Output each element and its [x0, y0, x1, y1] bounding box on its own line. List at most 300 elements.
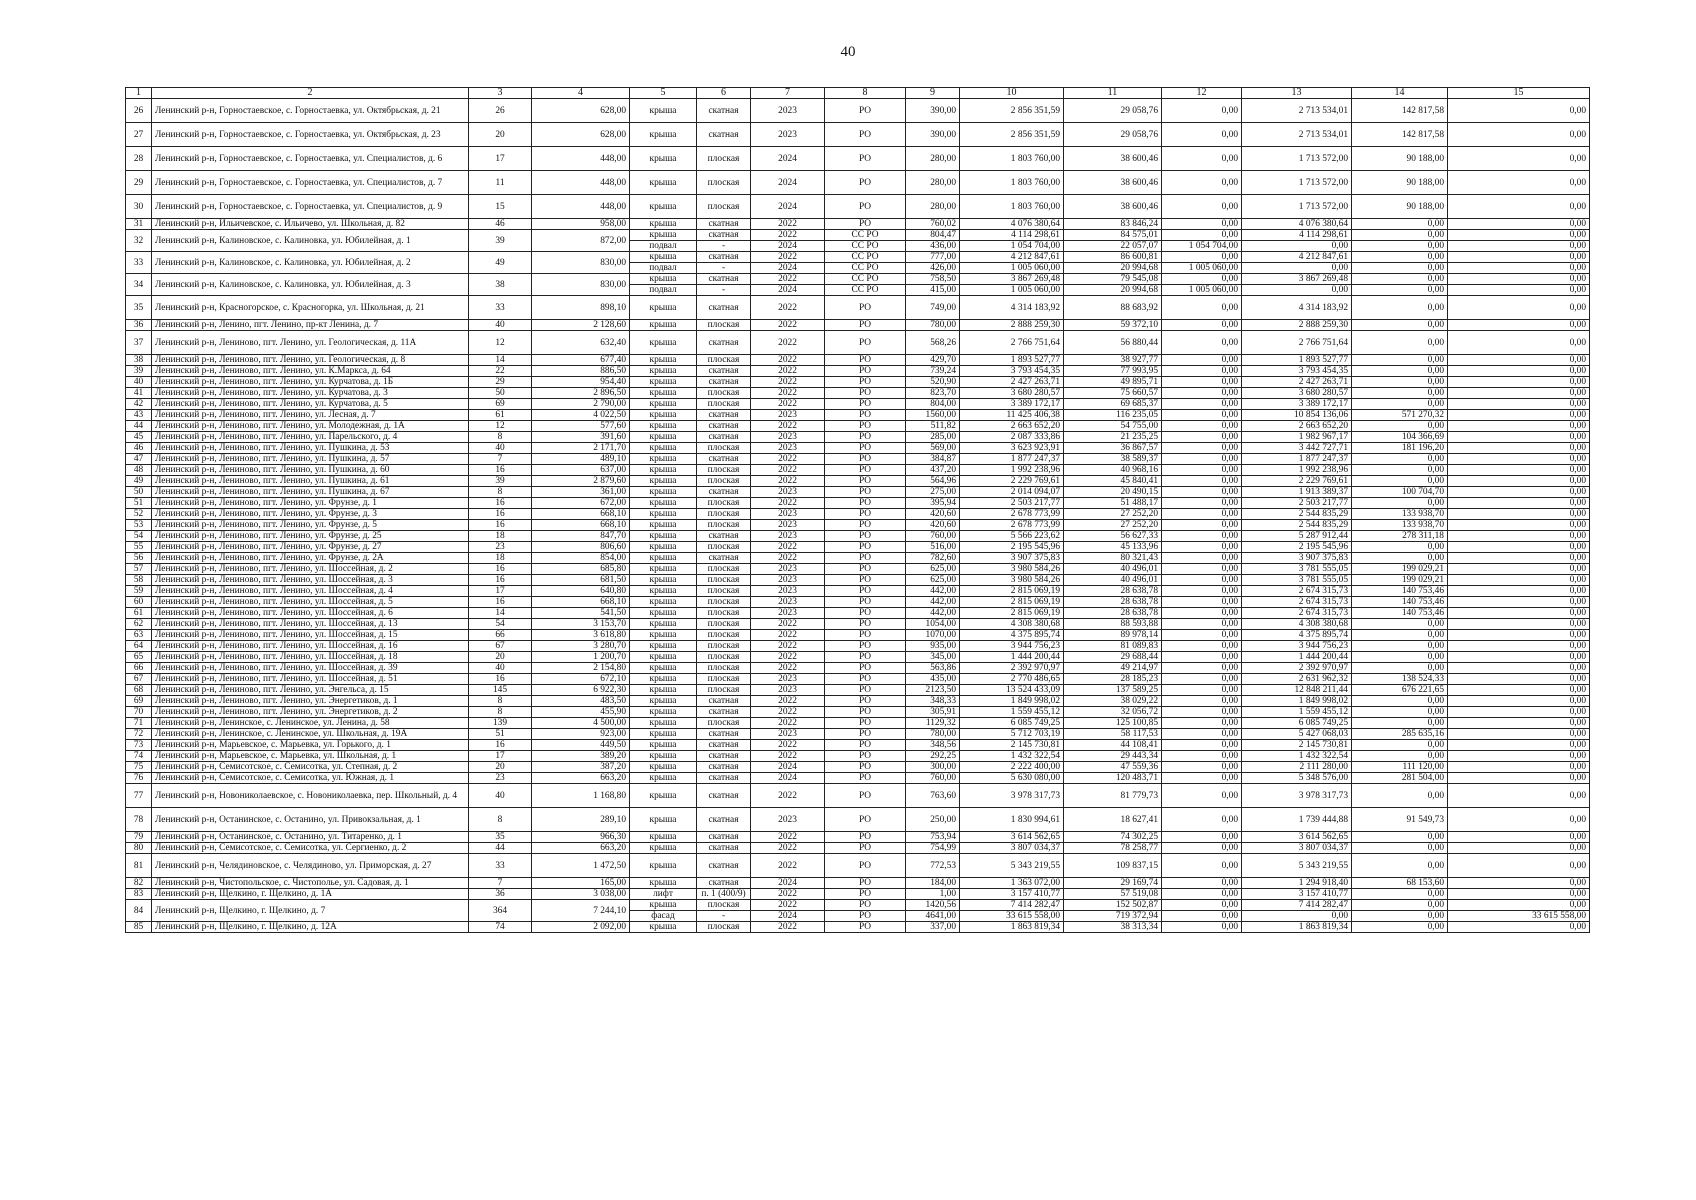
row-number: 38: [126, 355, 152, 366]
data-cell: 0,00: [1352, 696, 1448, 707]
data-cell: крыша: [630, 808, 697, 832]
data-cell: РО: [825, 171, 906, 195]
data-cell: крыша: [630, 498, 697, 509]
data-cell: 45 133,96: [1064, 542, 1162, 553]
data-cell: 2022: [751, 219, 825, 230]
data-cell: 0,00: [1448, 285, 1590, 296]
apartments-cell: 26: [469, 99, 532, 123]
data-cell: крыша: [630, 663, 697, 674]
data-cell: 6 085 749,25: [960, 718, 1064, 729]
data-cell: 2 631 962,32: [1242, 674, 1352, 685]
data-cell: 0,00: [1448, 718, 1590, 729]
data-cell: 0,00: [1448, 331, 1590, 355]
data-cell: 38 600,46: [1064, 195, 1162, 219]
data-cell: 2022: [751, 553, 825, 564]
data-cell: скатная: [697, 696, 751, 707]
table-row: [126, 843, 1590, 854]
apartments-cell: 39: [469, 476, 532, 487]
data-cell: крыша: [630, 773, 697, 784]
data-cell: 719 372,94: [1064, 911, 1162, 922]
data-cell: крыша: [630, 564, 697, 575]
data-cell: крыша: [630, 619, 697, 630]
data-cell: -: [697, 911, 751, 922]
row-number: 48: [126, 465, 152, 476]
data-cell: 0,00: [1448, 531, 1590, 542]
data-cell: 739,24: [906, 366, 960, 377]
apartments-cell: 74: [469, 922, 532, 933]
data-cell: 3 781 555,05: [1242, 564, 1352, 575]
area-cell: 685,80: [532, 564, 630, 575]
data-cell: 2022: [751, 641, 825, 652]
data-cell: РО: [825, 388, 906, 399]
data-cell: 0,00: [1162, 520, 1242, 531]
data-cell: 0,00: [1162, 707, 1242, 718]
data-cell: 0,00: [1352, 630, 1448, 641]
area-cell: 455,90: [532, 707, 630, 718]
data-cell: 0,00: [1162, 147, 1242, 171]
data-cell: 0,00: [1448, 663, 1590, 674]
data-cell: 137 589,25: [1064, 685, 1162, 696]
data-cell: 0,00: [1448, 219, 1590, 230]
header-row: [126, 88, 1590, 99]
data-cell: скатная: [697, 740, 751, 751]
data-cell: РО: [825, 366, 906, 377]
data-cell: скатная: [697, 454, 751, 465]
data-cell: 0,00: [1352, 498, 1448, 509]
data-cell: плоская: [697, 171, 751, 195]
data-cell: крыша: [630, 465, 697, 476]
table-row: [126, 900, 1590, 911]
data-cell: 199 029,21: [1352, 575, 1448, 586]
data-cell: 2022: [751, 421, 825, 432]
data-cell: 2022: [751, 718, 825, 729]
data-cell: 0,00: [1162, 195, 1242, 219]
row-number: 71: [126, 718, 152, 729]
data-cell: 2 815 069,19: [960, 597, 1064, 608]
table-row: [126, 832, 1590, 843]
data-cell: СС РО: [825, 230, 906, 241]
data-cell: 5 343 219,55: [960, 854, 1064, 878]
data-cell: 49 895,71: [1064, 377, 1162, 388]
data-cell: плоская: [697, 542, 751, 553]
data-cell: 2022: [751, 476, 825, 487]
apartments-cell: 7: [469, 454, 532, 465]
apartments-cell: 35: [469, 832, 532, 843]
row-number: 44: [126, 421, 152, 432]
address-cell: Ленинский р-н, Лениново, пгт. Ленино, ул. Курчатова, д. 3: [152, 388, 469, 399]
data-cell: 3 907 375,83: [960, 553, 1064, 564]
data-cell: крыша: [630, 147, 697, 171]
table-row: [126, 729, 1590, 740]
data-cell: 0,00: [1162, 498, 1242, 509]
data-cell: РО: [825, 377, 906, 388]
apartments-cell: 40: [469, 443, 532, 454]
data-cell: РО: [825, 843, 906, 854]
data-cell: 625,00: [906, 564, 960, 575]
data-cell: 2022: [751, 252, 825, 263]
data-cell: крыша: [630, 685, 697, 696]
data-cell: 2023: [751, 586, 825, 597]
data-cell: 305,91: [906, 707, 960, 718]
address-cell: Ленинский р-н, Лениново, пгт. Ленино, ул. Пушкина, д. 60: [152, 465, 469, 476]
address-cell: Ленинский р-н, Лениново, пгт. Ленино, ул. Шоссейная, д. 18: [152, 652, 469, 663]
row-number: 56: [126, 553, 152, 564]
data-cell: скатная: [697, 366, 751, 377]
data-cell: 0,00: [1352, 911, 1448, 922]
address-cell: Ленинский р-н, Лениново, пгт. Ленино, ул. Пушкина, д. 53: [152, 443, 469, 454]
data-cell: 2 674 315,73: [1242, 597, 1352, 608]
data-cell: 753,94: [906, 832, 960, 843]
apartments-cell: 50: [469, 388, 532, 399]
data-cell: 2 229 769,61: [1242, 476, 1352, 487]
data-cell: РО: [825, 553, 906, 564]
row-number: 59: [126, 586, 152, 597]
apartments-cell: 40: [469, 784, 532, 808]
address-cell: Ленинский р-н, Ильичевское, с. Ильичево, ул. Школьная, д. 82: [152, 219, 469, 230]
data-cell: 2022: [751, 274, 825, 285]
data-cell: СС РО: [825, 263, 906, 274]
address-cell: Ленинский р-н, Лениново, пгт. Ленино, ул. Энергетиков, д. 1: [152, 696, 469, 707]
data-cell: РО: [825, 509, 906, 520]
table-row: [126, 922, 1590, 933]
data-cell: 2022: [751, 740, 825, 751]
apartments-cell: 17: [469, 586, 532, 597]
data-cell: 2022: [751, 366, 825, 377]
row-number: 84: [126, 900, 152, 922]
data-cell: плоская: [697, 564, 751, 575]
data-cell: 2022: [751, 889, 825, 900]
data-cell: 0,00: [1162, 619, 1242, 630]
address-cell: Ленинский р-н, Лениново, пгт. Ленино, ул. Парельского, д. 4: [152, 432, 469, 443]
data-cell: плоская: [697, 608, 751, 619]
table-row: [126, 509, 1590, 520]
area-cell: 640,80: [532, 586, 630, 597]
data-cell: РО: [825, 410, 906, 421]
data-cell: 2 713 534,01: [1242, 99, 1352, 123]
table-row: [126, 685, 1590, 696]
data-cell: 2 888 259,30: [960, 320, 1064, 331]
data-cell: 2 888 259,30: [1242, 320, 1352, 331]
data-cell: 2022: [751, 630, 825, 641]
data-cell: 6 085 749,25: [1242, 718, 1352, 729]
address-cell: Ленинский р-н, Горностаевское, с. Горностаевка, ул. Октябрьская, д. 23: [152, 123, 469, 147]
table-row: [126, 619, 1590, 630]
data-cell: 104 366,69: [1352, 432, 1448, 443]
data-cell: 804,00: [906, 399, 960, 410]
table-row: [126, 608, 1590, 619]
data-cell: -: [697, 263, 751, 274]
area-cell: 1 472,50: [532, 854, 630, 878]
data-cell: скатная: [697, 331, 751, 355]
data-cell: 2 856 351,59: [960, 123, 1064, 147]
data-cell: 3 867 269,48: [960, 274, 1064, 285]
address-cell: Ленинский р-н, Лениново, пгт. Ленино, ул. Фрунзе, д. 25: [152, 531, 469, 542]
data-cell: 0,00: [1448, 784, 1590, 808]
data-cell: 0,00: [1352, 296, 1448, 320]
address-cell: Ленинский р-н, Ленино, пгт. Ленино, пр-кт Ленина, д. 7: [152, 320, 469, 331]
row-number: 41: [126, 388, 152, 399]
data-cell: 1 363 072,00: [960, 878, 1064, 889]
table-row: [126, 366, 1590, 377]
data-cell: 749,00: [906, 296, 960, 320]
apartments-cell: 16: [469, 740, 532, 751]
data-cell: 32 056,72: [1064, 707, 1162, 718]
data-cell: РО: [825, 575, 906, 586]
data-cell: крыша: [630, 410, 697, 421]
data-cell: 40 496,01: [1064, 575, 1162, 586]
apartments-cell: 8: [469, 487, 532, 498]
table-row: [126, 630, 1590, 641]
capital-repair-table: [125, 87, 1590, 933]
data-cell: скатная: [697, 487, 751, 498]
data-cell: крыша: [630, 597, 697, 608]
apartments-cell: 49: [469, 252, 532, 274]
data-cell: 442,00: [906, 597, 960, 608]
row-number: 75: [126, 762, 152, 773]
area-cell: 672,00: [532, 498, 630, 509]
data-cell: плоская: [697, 575, 751, 586]
row-number: 53: [126, 520, 152, 531]
address-cell: Ленинский р-н, Лениново, пгт. Ленино, ул. Пушкина, д. 67: [152, 487, 469, 498]
data-cell: 3 807 034,37: [960, 843, 1064, 854]
data-cell: 133 938,70: [1352, 520, 1448, 531]
data-cell: 1 982 967,17: [1242, 432, 1352, 443]
data-cell: 0,00: [1448, 274, 1590, 285]
data-cell: РО: [825, 854, 906, 878]
area-cell: 681,50: [532, 575, 630, 586]
data-cell: РО: [825, 729, 906, 740]
data-cell: 3 781 555,05: [1242, 575, 1352, 586]
data-cell: 0,00: [1448, 366, 1590, 377]
data-cell: 754,99: [906, 843, 960, 854]
data-cell: РО: [825, 498, 906, 509]
data-cell: плоская: [697, 147, 751, 171]
table-row: [126, 652, 1590, 663]
data-cell: РО: [825, 663, 906, 674]
area-cell: 872,00: [532, 230, 630, 252]
row-number: 83: [126, 889, 152, 900]
data-cell: 0,00: [1162, 729, 1242, 740]
area-cell: 3 038,00: [532, 889, 630, 900]
data-cell: 0,00: [1162, 630, 1242, 641]
row-number: 58: [126, 575, 152, 586]
data-cell: плоская: [697, 498, 751, 509]
data-cell: 1 849 998,02: [960, 696, 1064, 707]
data-cell: 1 877 247,37: [1242, 454, 1352, 465]
data-cell: 0,00: [1448, 854, 1590, 878]
data-cell: 0,00: [1162, 751, 1242, 762]
area-cell: 4 022,50: [532, 410, 630, 421]
row-number: 61: [126, 608, 152, 619]
data-cell: 0,00: [1162, 608, 1242, 619]
row-number: 32: [126, 230, 152, 252]
data-cell: крыша: [630, 586, 697, 597]
data-cell: 0,00: [1162, 230, 1242, 241]
data-cell: 0,00: [1162, 274, 1242, 285]
data-cell: 0,00: [1162, 762, 1242, 773]
data-cell: 2022: [751, 900, 825, 911]
row-number: 67: [126, 674, 152, 685]
row-number: 29: [126, 171, 152, 195]
data-cell: СС РО: [825, 241, 906, 252]
data-cell: 111 120,00: [1352, 762, 1448, 773]
data-cell: 3 907 375,83: [1242, 553, 1352, 564]
data-cell: 571 270,32: [1352, 410, 1448, 421]
data-cell: РО: [825, 421, 906, 432]
data-cell: 1 713 572,00: [1242, 195, 1352, 219]
data-cell: 1 005 060,00: [960, 285, 1064, 296]
row-number: 51: [126, 498, 152, 509]
data-cell: 437,20: [906, 465, 960, 476]
data-cell: плоская: [697, 465, 751, 476]
data-cell: 0,00: [1352, 854, 1448, 878]
data-cell: 0,00: [1162, 542, 1242, 553]
data-cell: 0,00: [1448, 99, 1590, 123]
data-cell: 780,00: [906, 320, 960, 331]
data-cell: 0,00: [1448, 195, 1590, 219]
data-cell: 0,00: [1448, 900, 1590, 911]
column-header: 2: [152, 88, 469, 99]
area-cell: 632,40: [532, 331, 630, 355]
data-cell: крыша: [630, 553, 697, 564]
data-cell: крыша: [630, 608, 697, 619]
data-cell: 2022: [751, 331, 825, 355]
data-cell: РО: [825, 878, 906, 889]
data-cell: 285,00: [906, 432, 960, 443]
address-cell: Ленинский р-н, Лениново, пгт. Ленино, ул. Молодежная, д. 1А: [152, 421, 469, 432]
data-cell: 2023: [751, 432, 825, 443]
column-header: 9: [906, 88, 960, 99]
data-cell: плоская: [697, 652, 751, 663]
data-cell: 4 076 380,64: [1242, 219, 1352, 230]
apartments-cell: 22: [469, 366, 532, 377]
address-cell: Ленинский р-н, Калиновское, с. Калиновка, ул. Юбилейная, д. 3: [152, 274, 469, 296]
area-cell: 483,50: [532, 696, 630, 707]
address-cell: Ленинский р-н, Горностаевское, с. Горностаевка, ул. Специалистов, д. 9: [152, 195, 469, 219]
data-cell: 2 815 069,19: [960, 586, 1064, 597]
data-cell: 2024: [751, 285, 825, 296]
data-cell: 390,00: [906, 123, 960, 147]
data-cell: 0,00: [1162, 296, 1242, 320]
data-cell: 0,00: [1448, 465, 1590, 476]
data-cell: 11 425 406,38: [960, 410, 1064, 421]
data-cell: 3 442 727,71: [1242, 443, 1352, 454]
data-cell: 0,00: [1448, 296, 1590, 320]
data-cell: 275,00: [906, 487, 960, 498]
data-cell: 0,00: [1448, 355, 1590, 366]
address-cell: Ленинский р-н, Лениново, пгт. Ленино, ул. Фрунзе, д. 1: [152, 498, 469, 509]
data-cell: подвал: [630, 263, 697, 274]
data-cell: скатная: [697, 252, 751, 263]
table-row: [126, 421, 1590, 432]
data-cell: 0,00: [1448, 263, 1590, 274]
data-cell: 184,00: [906, 878, 960, 889]
data-cell: крыша: [630, 296, 697, 320]
data-cell: 429,70: [906, 355, 960, 366]
data-cell: 0,00: [1162, 641, 1242, 652]
data-cell: фасад: [630, 911, 697, 922]
data-cell: 2 392 970,97: [1242, 663, 1352, 674]
data-cell: 74 302,25: [1064, 832, 1162, 843]
table-row: [126, 564, 1590, 575]
data-cell: крыша: [630, 366, 697, 377]
data-cell: 348,33: [906, 696, 960, 707]
column-header: 3: [469, 88, 532, 99]
column-header: 1: [126, 88, 152, 99]
data-cell: 442,00: [906, 608, 960, 619]
data-cell: 420,60: [906, 520, 960, 531]
data-cell: 0,00: [1448, 729, 1590, 740]
table-row: [126, 388, 1590, 399]
data-cell: крыша: [630, 520, 697, 531]
apartments-cell: 8: [469, 696, 532, 707]
data-cell: крыша: [630, 377, 697, 388]
data-cell: плоская: [697, 195, 751, 219]
row-number: 30: [126, 195, 152, 219]
data-cell: 5 427 068,03: [1242, 729, 1352, 740]
column-header: 6: [697, 88, 751, 99]
data-cell: плоская: [697, 355, 751, 366]
data-cell: 0,00: [1352, 421, 1448, 432]
data-cell: 2 678 773,99: [960, 520, 1064, 531]
data-cell: 0,00: [1162, 123, 1242, 147]
area-cell: 6 922,30: [532, 685, 630, 696]
data-cell: крыша: [630, 641, 697, 652]
data-cell: 0,00: [1448, 740, 1590, 751]
data-cell: 0,00: [1162, 410, 1242, 421]
data-cell: 47 559,36: [1064, 762, 1162, 773]
data-cell: 420,60: [906, 509, 960, 520]
data-cell: 0,00: [1162, 219, 1242, 230]
data-cell: 0,00: [1448, 252, 1590, 263]
data-cell: РО: [825, 443, 906, 454]
data-cell: 2023: [751, 410, 825, 421]
area-cell: 830,00: [532, 274, 630, 296]
data-cell: 0,00: [1162, 99, 1242, 123]
data-cell: 86 600,81: [1064, 252, 1162, 263]
data-cell: крыша: [630, 421, 697, 432]
data-cell: 0,00: [1162, 696, 1242, 707]
data-cell: 3 389 172,17: [960, 399, 1064, 410]
data-cell: 0,00: [1448, 652, 1590, 663]
data-cell: РО: [825, 597, 906, 608]
data-cell: 90 188,00: [1352, 147, 1448, 171]
data-cell: крыша: [630, 388, 697, 399]
data-cell: 2023: [751, 123, 825, 147]
row-number: 68: [126, 685, 152, 696]
data-cell: 0,00: [1162, 663, 1242, 674]
data-cell: плоская: [697, 619, 751, 630]
data-cell: 520,90: [906, 377, 960, 388]
data-cell: РО: [825, 454, 906, 465]
address-cell: Ленинский р-н, Лениново, пгт. Ленино, ул. Геологическая, д. 8: [152, 355, 469, 366]
data-cell: 4 314 183,92: [960, 296, 1064, 320]
table-row: [126, 586, 1590, 597]
data-cell: крыша: [630, 509, 697, 520]
data-cell: 426,00: [906, 263, 960, 274]
table-row: [126, 465, 1590, 476]
data-cell: РО: [825, 641, 906, 652]
data-cell: 0,00: [1448, 586, 1590, 597]
row-number: 62: [126, 619, 152, 630]
data-cell: 3 978 317,73: [960, 784, 1064, 808]
data-cell: 823,70: [906, 388, 960, 399]
data-cell: п. 1 (400/9): [697, 889, 751, 900]
data-cell: 1,00: [906, 889, 960, 900]
data-cell: 676 221,65: [1352, 685, 1448, 696]
data-cell: 0,00: [1448, 123, 1590, 147]
column-header: 8: [825, 88, 906, 99]
